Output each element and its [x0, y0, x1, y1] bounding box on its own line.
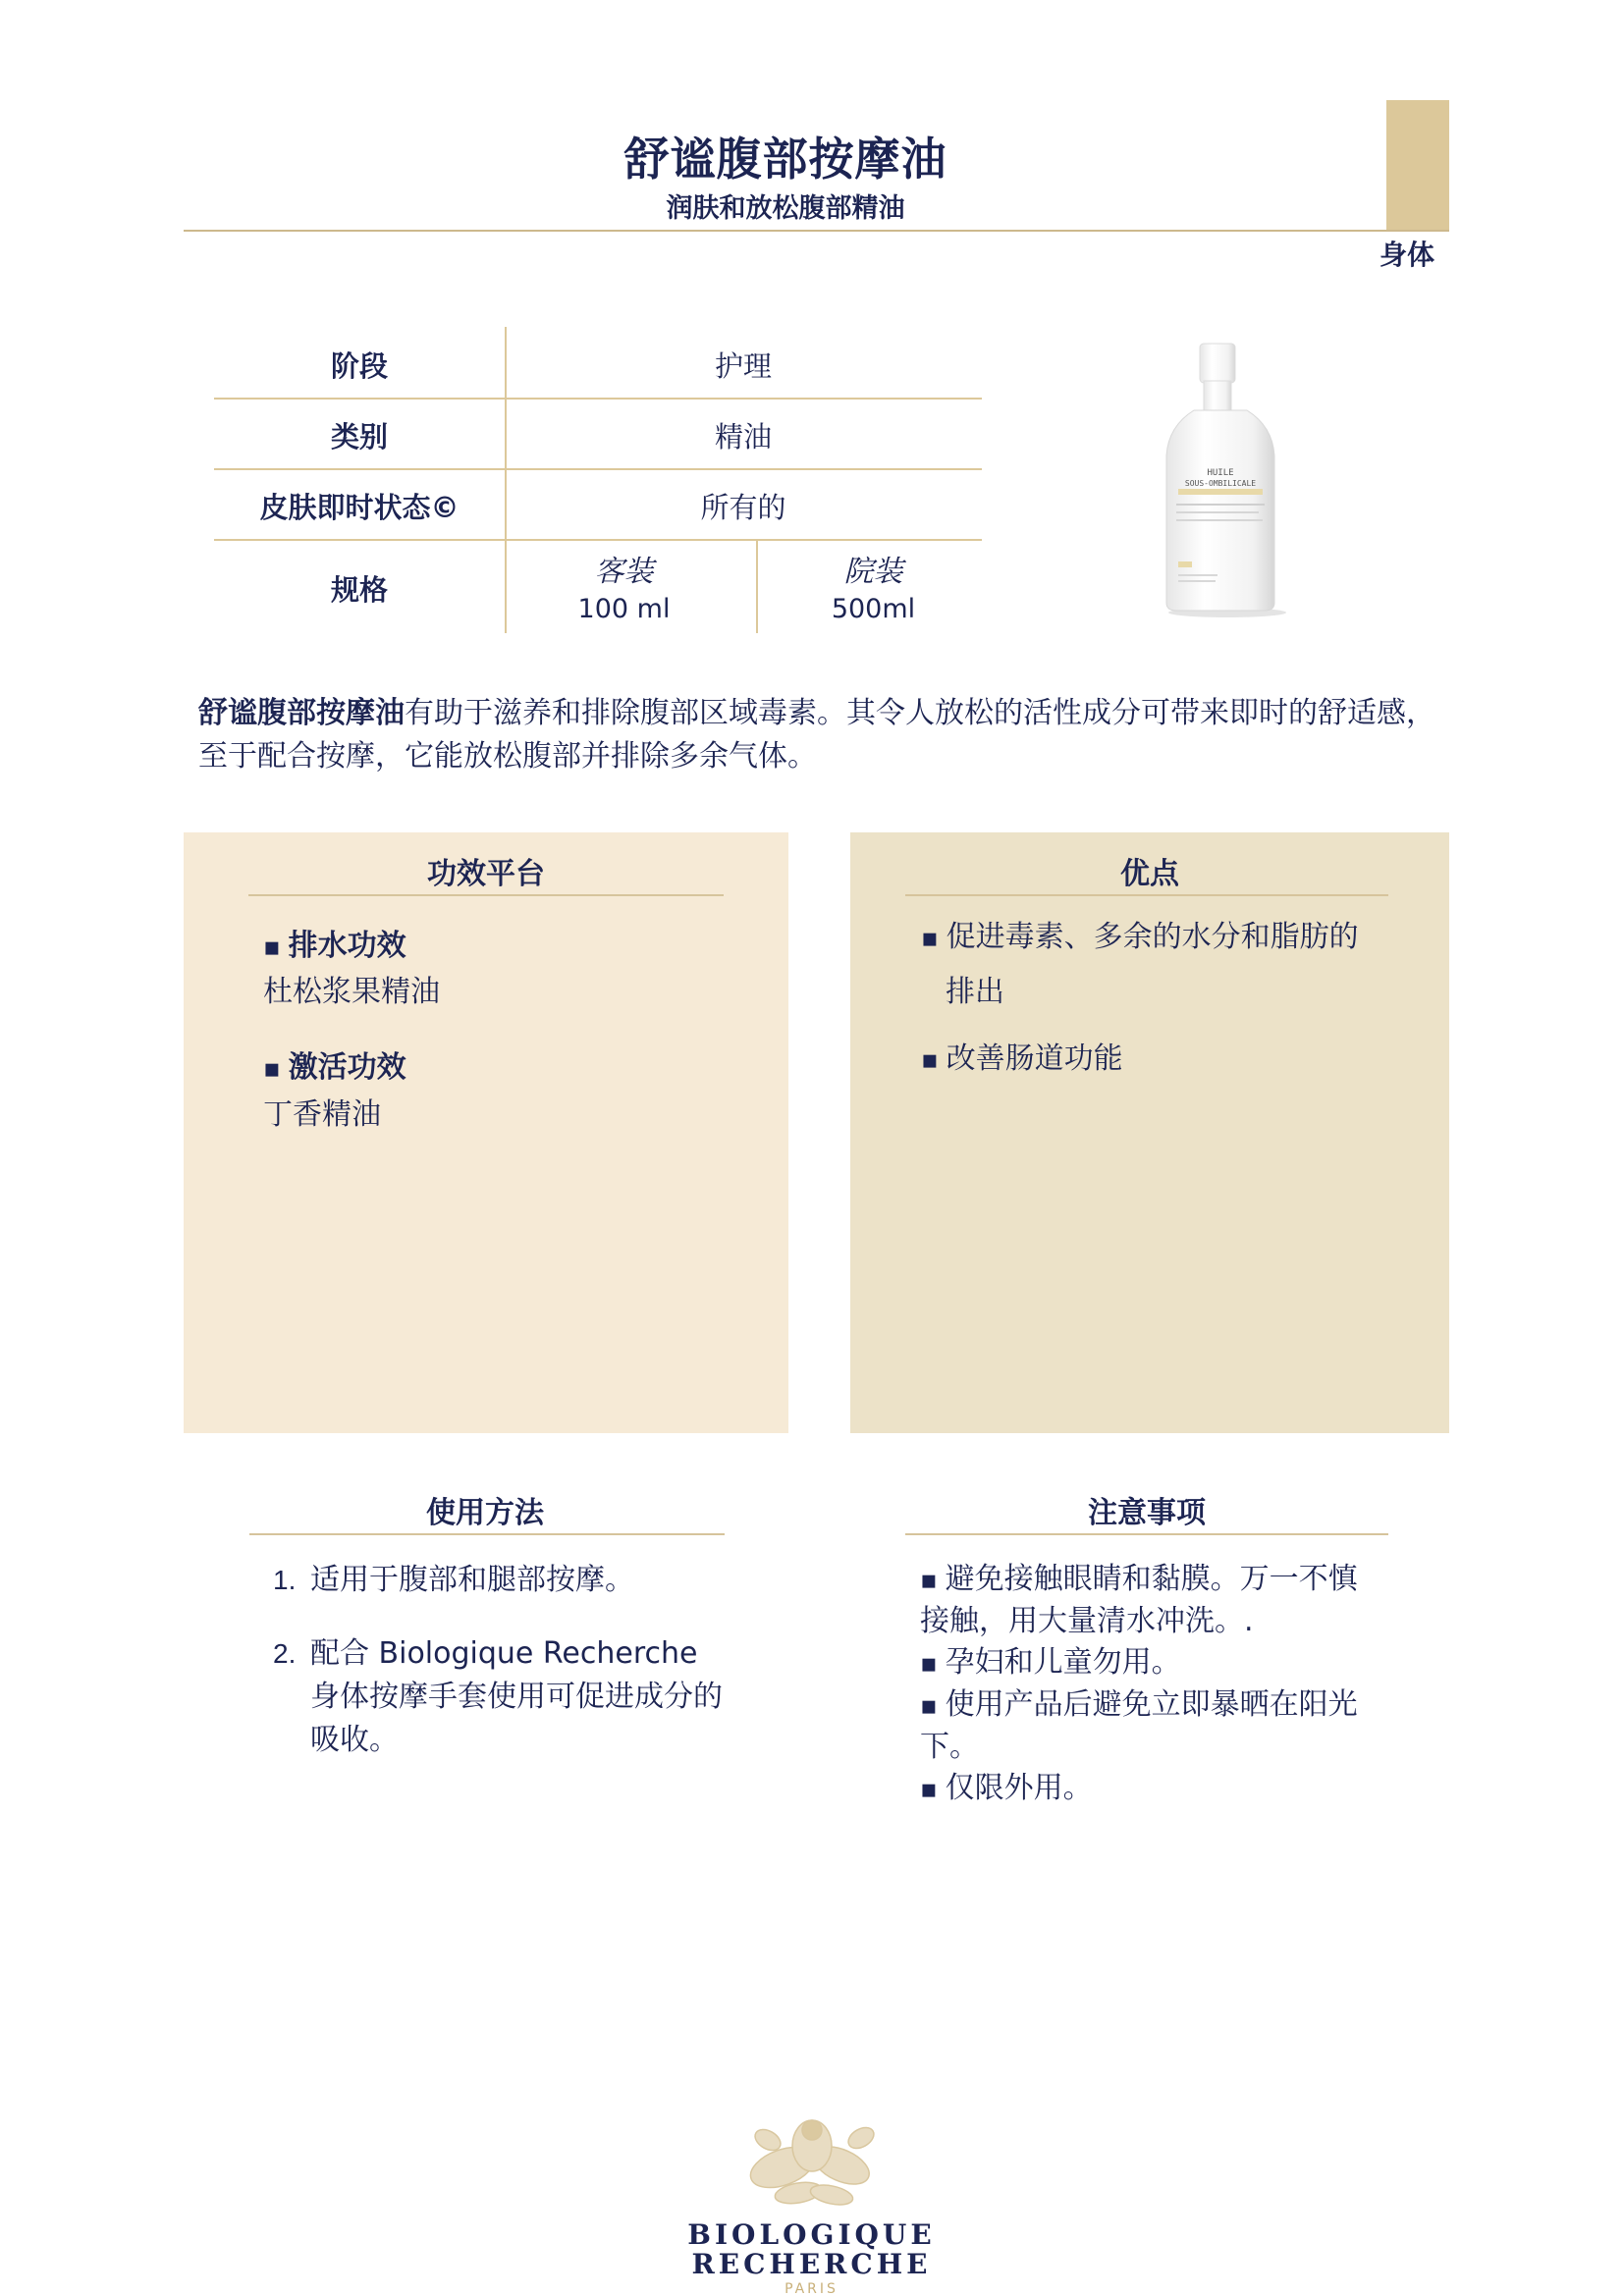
spec-value: 护理	[714, 349, 772, 383]
usage-step	[273, 1632, 734, 1762]
caution-item: ▪ 使用产品后避免立即暴晒在阳光下。	[920, 1684, 1381, 1768]
step-text: 配合 Biologique Recherche 身体按摩手套使用可促进成分的吸收。	[310, 1636, 723, 1757]
usage-divider	[249, 1533, 725, 1535]
caution-divider	[905, 1533, 1388, 1535]
benefits-title: 优点	[1120, 857, 1179, 891]
benefit-item: ▪ 促进毒素、多余的水分和脂肪的	[921, 914, 1359, 962]
brand-logo	[0, 2109, 1623, 2296]
efficacy-item-title: ▪ 排水功效	[263, 921, 406, 964]
efficacy-item-title: ▪ 激活功效	[263, 1042, 406, 1086]
spec-label: 类别	[330, 420, 388, 454]
spec-row-divider	[214, 468, 982, 470]
spec-value: 精油	[714, 420, 772, 454]
spec-label: 阶段	[330, 349, 388, 383]
efficacy-divider	[248, 894, 724, 896]
size-professional	[754, 547, 993, 624]
botanical-emblem-icon	[714, 2109, 910, 2216]
bottle-label-text: HUILE	[1207, 468, 1234, 478]
logo-line2: RECHERCHE	[691, 2248, 932, 2280]
benefits-divider	[905, 894, 1388, 896]
efficacy-item-ingredient: 杜松浆果精油	[263, 975, 440, 1009]
spec-value: 所有的	[700, 491, 786, 524]
header-divider	[184, 230, 1449, 232]
spec-row-divider	[214, 539, 982, 541]
product-description	[198, 692, 1443, 778]
usage-title: 使用方法	[426, 1496, 544, 1530]
product-subtitle: 润肤和放松腹部精油	[666, 193, 905, 224]
bottle-label-text: SOUS-OMBILICALE	[1184, 479, 1257, 488]
caution-item: ▪ 仅限外用。	[920, 1768, 1381, 1810]
benefit-item-continued: 排出	[946, 975, 1004, 1009]
caution-item: ▪ 避免接触眼睛和黏膜。万一不慎接触，用大量清水冲洗。.	[920, 1559, 1381, 1642]
logo-line3: PARIS	[784, 2281, 839, 2296]
description-text: 有助于滋养和排除腹部区域毒素。其令人放松的活性成分可带来即时的舒适感，至于配合按摩，它能放松腹部并排除多余气体。	[198, 696, 1435, 774]
benefit-item: ▪ 改善肠道功能	[921, 1036, 1123, 1084]
caution-item: ▪ 孕妇和儿童勿用。	[920, 1642, 1381, 1684]
efficacy-title: 功效平台	[427, 857, 545, 891]
category-label: 身体	[1379, 239, 1434, 271]
step-text: 适用于腹部和腿部按摩。	[310, 1563, 634, 1597]
size-type: 院装	[843, 555, 903, 589]
size-value: 500ml	[831, 594, 916, 624]
description-lead: 舒谧腹部按摩油	[198, 696, 405, 730]
step-number: 2.	[273, 1638, 297, 1669]
benefits-panel	[850, 832, 1449, 1433]
size-value: 100 ml	[577, 594, 671, 624]
caution-list	[920, 1559, 1381, 1810]
spec-row-divider	[214, 398, 982, 400]
efficacy-panel	[184, 832, 788, 1433]
size-type: 客装	[594, 555, 654, 589]
size-retail	[505, 547, 743, 624]
spec-label: 规格	[330, 573, 388, 607]
caution-title: 注意事项	[1088, 1496, 1206, 1530]
logo-line1: BIOLOGIQUE	[687, 2218, 936, 2251]
spec-label: 皮肤即时状态©	[259, 491, 460, 524]
efficacy-item-ingredient: 丁香精油	[263, 1097, 381, 1132]
product-bottle-image	[1149, 340, 1306, 619]
usage-step	[273, 1559, 734, 1602]
product-title: 舒谧腹部按摩油	[623, 133, 947, 186]
step-number: 1.	[273, 1565, 297, 1595]
